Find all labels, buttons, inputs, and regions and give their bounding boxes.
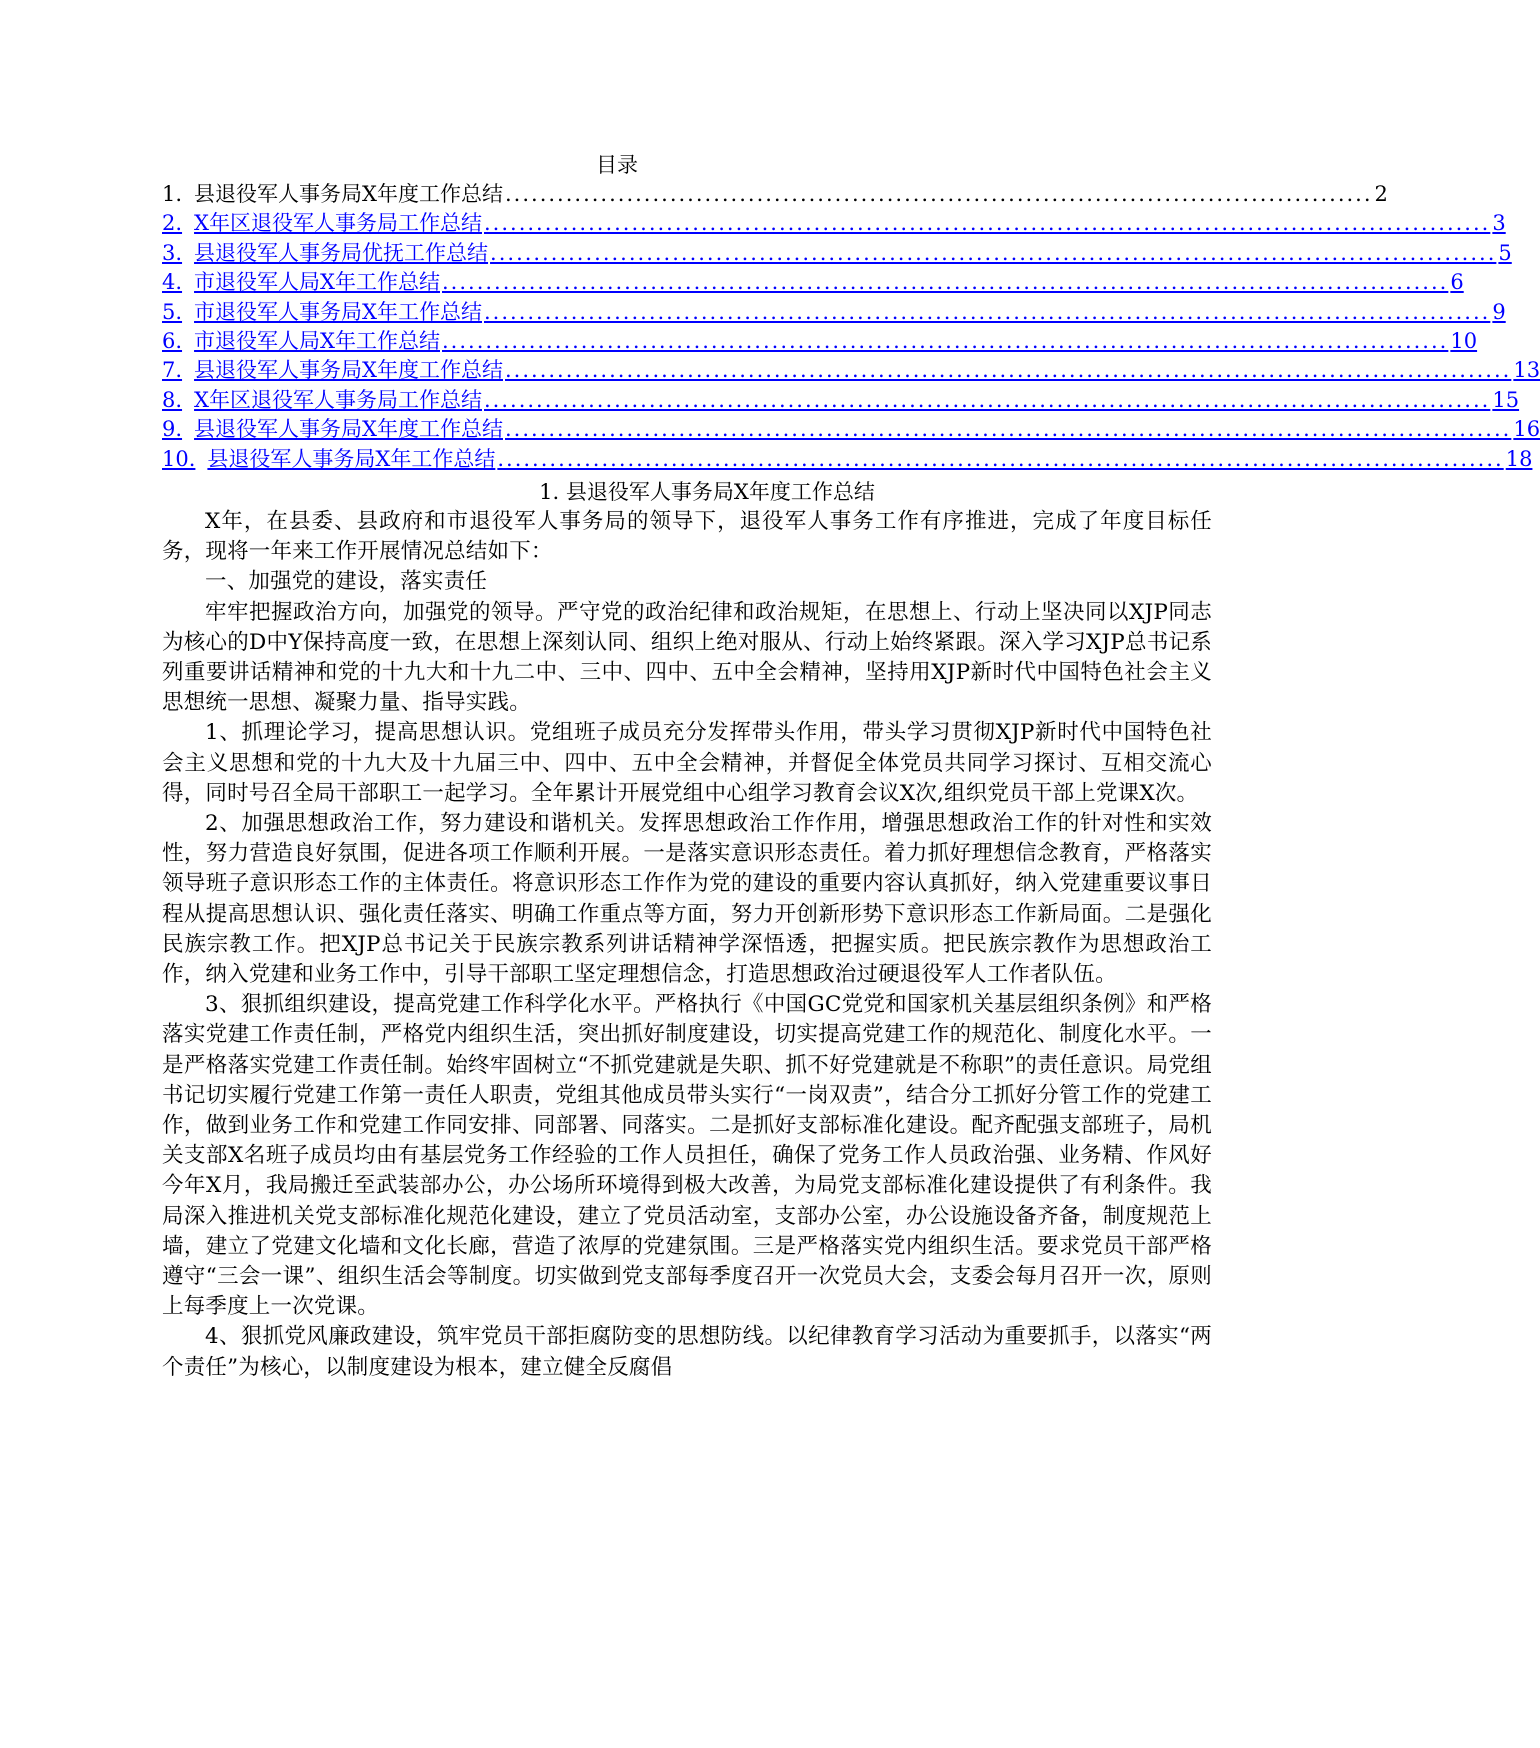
toc-item-link[interactable] xyxy=(162,415,1540,444)
toc-item-number: 3. xyxy=(162,240,183,265)
toc-item-page: 16 xyxy=(1513,417,1540,442)
toc-item-link[interactable] xyxy=(162,298,1506,327)
table-of-contents xyxy=(162,180,1540,474)
section-heading: 一、加强党的建设，落实责任 xyxy=(205,569,488,595)
toc-leader-dots: .................................................................................................... xyxy=(505,182,1373,206)
toc-item-number: 4. xyxy=(162,270,183,295)
body-paragraph: 4、狠抓党风廉政建设，筑牢党员干部拒腐防变的思想防线。以纪律教育学习活动为重要抓手，以落实“两个责任”为核心，以制度建设为根本，建立健全反腐倡 xyxy=(162,1324,1212,1380)
toc-item-page: 2 xyxy=(1374,182,1388,206)
toc-leader-dots: .................................................................................................................... xyxy=(484,211,1491,236)
toc-item-text: 市退役军人局X年工作总结 xyxy=(194,270,440,295)
toc-item-page: 10 xyxy=(1450,328,1478,353)
toc-item-page: 9 xyxy=(1492,299,1506,324)
toc-item-text: 县退役军人事务局X年度工作总结 xyxy=(194,182,503,206)
toc-item-text: X年区退役军人事务局工作总结 xyxy=(194,211,482,236)
toc-item-link[interactable] xyxy=(162,356,1540,385)
body-paragraph: 牢牢把握政治方向，加强党的领导。严守党的政治纪律和政治规矩，在思想上、行动上坚决同以XJP同志为核心的D中Y保持高度一致，在思想上深刻认同、组织上绝对服从、行动上始终紧跟。深入学习XJP总书记系列重要讲话精神和党的十九大和十九二中、三中、四中、五中全会精神，坚持用XJP新时代中国特色社会主义思想统一思想、凝聚力量、指导实践。 xyxy=(162,599,1212,716)
intro-paragraph: X年，在县委、县政府和市退役军人事务局的领导下，退役军人事务工作有序推进，完成了年度目标任务，现将一年来工作开展情况总结如下： xyxy=(162,509,1212,565)
toc-item-page: 15 xyxy=(1492,387,1520,412)
toc-item[interactable] xyxy=(162,180,1388,209)
toc-item-text: 市退役军人事务局X年工作总结 xyxy=(194,299,482,324)
body-paragraph: 1、抓理论学习，提高思想认识。党组班子成员充分发挥带头作用，带头学习贯彻XJP新时代中国特色社会主义思想和党的十九大及十九届三中、四中、五中全会精神，并督促全体党员共同学习探讨、互相交流心得，同时号召全局干部职工一起学习。全年累计开展党组中心组学习教育会议X次,组织党员干部上党课X次。 xyxy=(162,720,1212,806)
toc-item-number: 7. xyxy=(162,358,183,383)
toc-item-number: 6. xyxy=(162,328,183,353)
toc-item-page: 18 xyxy=(1505,446,1533,471)
body-paragraph: 2、加强思想政治工作，努力建设和谐机关。发挥思想政治工作作用，增强思想政治工作的针对性和实效性，努力营造良好氛围，促进各项工作顺利开展。一是落实意识形态责任。着力抓好理想信念教育，严格落实领导班子意识形态工作的主体责任。将意识形态工作作为党的建设的重要内容认真抓好，纳入党建重要议事日程从提高思想认识、强化责任落实、明确工作重点等方面，努力开创新形势下意识形态工作新局面。二是强化民族宗教工作。把XJP总书记关于民族宗教系列讲话精神学深悟透，把握实质。把民族宗教作为思想政治工作，纳入党建和业务工作中，引导干部职工坚定理想信念，打造思想政治过硬退役军人工作者队伍。 xyxy=(162,811,1212,988)
toc-item-number: 1. xyxy=(162,182,183,206)
toc-item-link[interactable] xyxy=(162,327,1478,356)
toc-leader-dots: .................................................................................................................... xyxy=(442,328,1449,353)
toc-item-page: 13 xyxy=(1513,358,1540,383)
toc-item-text: 县退役军人事务局X年度工作总结 xyxy=(194,417,503,442)
toc-leader-dots: .................................................................................................................... xyxy=(505,417,1512,442)
toc-item-number: 9. xyxy=(162,417,183,442)
toc-item-text: 县退役军人事务局X年度工作总结 xyxy=(194,358,503,383)
toc-item-page: 3 xyxy=(1492,211,1506,236)
toc-item-page: 6 xyxy=(1450,270,1464,295)
toc-item-text: 县退役军人事务局优抚工作总结 xyxy=(194,240,489,265)
document-body xyxy=(162,477,1212,1383)
toc-item-page: 5 xyxy=(1498,240,1512,265)
toc-title: 目录 xyxy=(596,153,638,177)
toc-item-number: 10. xyxy=(162,446,196,471)
toc-item-number: 2. xyxy=(162,211,183,236)
toc-item-text: X年区退役军人事务局工作总结 xyxy=(194,387,482,412)
toc-item-link[interactable] xyxy=(162,239,1512,268)
body-paragraph: 3、狠抓组织建设，提高党建工作科学化水平。严格执行《中国GC党党和国家机关基层组织条例》和严格落实党建工作责任制，严格党内组织生活，突出抓好制度建设，切实提高党建工作的规范化、制度化水平。一是严格落实党建工作责任制。始终牢固树立“不抓党建就是失职、抓不好党建就是不称职”的责任意识。局党组书记切实履行党建工作第一责任人职责，党组其他成员带头实行“一岗双责”，结合分工抓好分管工作的党建工作，做到业务工作和党建工作同安排、同部署、同落实。二是抓好支部标准化建设。配齐配强支部班子，局机关支部X名班子成员均由有基层党务工作经验的工作人员担任，确保了党务工作人员政治强、业务精、作风好今年X月，我局搬迁至武装部办公，办公场所环境得到极大改善，为局党支部标准化建设提供了有利条件。我局深入推进机关党支部标准化规范化建设，建立了党员活动室，支部办公室，办公设施设备齐备，制度规范上墙，建立了党建文化墙和文化长廊，营造了浓厚的党建氛围。三是严格落实党内组织生活。要求党员干部严格遵守“三会一课”、组织生活会等制度。切实做到党支部每季度召开一次党员大会，支委会每月召开一次，原则上每季度上一次党课。 xyxy=(162,992,1212,1320)
toc-leader-dots: .................................................................................................................... xyxy=(442,270,1449,295)
toc-leader-dots: .................................................................................................................... xyxy=(505,358,1512,383)
toc-leader-dots: .................................................................................................................... xyxy=(490,240,1497,265)
toc-leader-dots: .................................................................................................................... xyxy=(497,446,1504,471)
toc-item-link[interactable] xyxy=(162,268,1464,297)
toc-item-text: 市退役军人局X年工作总结 xyxy=(194,328,440,353)
toc-leader-dots: .................................................................................................................... xyxy=(484,387,1491,412)
toc-item-link[interactable] xyxy=(162,445,1533,474)
section-title: 1. 县退役军人事务局X年度工作总结 xyxy=(539,480,875,504)
toc-item-text: 县退役军人事务局X年工作总结 xyxy=(207,446,496,471)
toc-item-number: 5. xyxy=(162,299,183,324)
toc-item-link[interactable] xyxy=(162,209,1506,238)
toc-item-number: 8. xyxy=(162,387,183,412)
toc-leader-dots: .................................................................................................................... xyxy=(484,299,1491,324)
toc-item-link[interactable] xyxy=(162,386,1520,415)
